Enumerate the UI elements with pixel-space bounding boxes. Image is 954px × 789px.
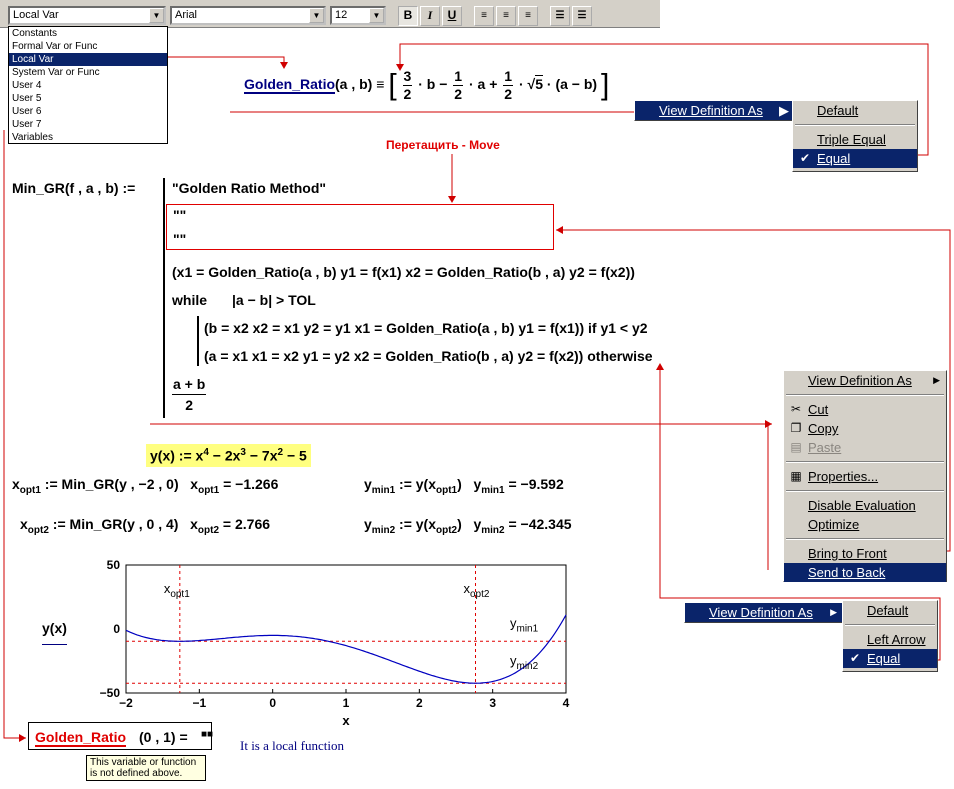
program-header[interactable]: Min_GR(f , a , b) := <box>12 180 136 196</box>
while-condition[interactable]: |a − b| > TOL <box>232 292 316 308</box>
frac-num: 1 <box>504 67 513 84</box>
annotation-xopt1: $x_{opt1}$ <box>163 581 190 600</box>
align-right-icon[interactable]: ≡ <box>518 6 538 26</box>
context-menu-top[interactable] <box>634 100 796 121</box>
program-return[interactable] <box>172 374 206 415</box>
x-tick-label: 0 <box>269 696 277 710</box>
menu-item-paste[interactable] <box>784 438 946 457</box>
y-tick-label: −50 <box>99 686 120 700</box>
chevron-down-icon[interactable]: ▼ <box>309 8 324 23</box>
program-line-1[interactable]: (x1 = Golden_Ratio(a , b) y1 = f(x1) x2 = Golden_Ratio(b , a) y2 = f(x2)) <box>172 264 635 280</box>
move-label: Перетащить - Move <box>386 138 500 152</box>
menu-item-disable-evaluation[interactable] <box>784 496 946 515</box>
menu-item-view-definition[interactable] <box>635 101 795 120</box>
y-tick-label: 0 <box>113 622 120 636</box>
while-keyword: while <box>172 292 208 308</box>
menu-item-send-to-back[interactable] <box>784 563 946 582</box>
menu-separator <box>786 461 944 463</box>
menu-label: Bring to Front <box>808 546 887 561</box>
y-function-definition[interactable]: y(x) := $x^4 - 2x^3 - 7x^2 - 5$ <box>146 444 311 467</box>
frac-den: 2 <box>504 85 513 102</box>
submenu-bottom[interactable] <box>842 600 938 672</box>
x-tick-label: 4 <box>562 696 570 710</box>
frac-num: 3 <box>403 67 412 84</box>
properties-icon: ▦ <box>790 469 802 483</box>
empty-lines-box[interactable] <box>166 204 554 250</box>
menu-separator <box>786 490 944 492</box>
local-function-note: It is a local function <box>240 738 344 753</box>
menu-label: View Definition As <box>659 103 763 118</box>
menu-separator <box>795 124 915 126</box>
xopt2-calc[interactable]: $x_{opt2}$ := Min_GR(y , 0 , 4) $x_{opt2} = 2.766$ <box>20 516 271 536</box>
menu-separator <box>786 394 944 396</box>
menu-item-default[interactable] <box>793 101 917 120</box>
list-item-selected[interactable]: Local Var <box>9 53 167 66</box>
copy-icon: ❐ <box>790 421 802 435</box>
menu-label: Copy <box>808 421 839 436</box>
term: · a + <box>468 76 498 92</box>
x-axis-label: x <box>342 713 350 728</box>
menu-label: Triple Equal <box>817 132 886 147</box>
menu-item-triple-equal[interactable] <box>793 130 917 149</box>
menu-label: Left Arrow <box>867 632 926 647</box>
empty-string-2: "" <box>173 231 187 247</box>
annotation-ymin2: $y_{min2}$ <box>510 653 539 673</box>
x-tick-label: 1 <box>342 696 350 710</box>
menu-label: Default <box>867 603 909 618</box>
italic-button[interactable]: I <box>420 6 440 26</box>
underline-button[interactable]: U <box>442 6 462 26</box>
list-item[interactable]: Constants <box>12 28 58 39</box>
program-line-3[interactable]: (a = x1 x1 = x2 y1 = y2 x2 = Golden_Ratio(b , a) y2 = f(x2)) otherwise <box>204 348 653 364</box>
y-tick-label: 50 <box>106 558 120 572</box>
menu-label: Paste <box>808 440 842 455</box>
menu-item-view-definition[interactable] <box>784 371 946 390</box>
paste-icon: ▤ <box>790 440 802 454</box>
size-combo-value: 12 <box>335 9 348 21</box>
menu-label: Equal <box>817 151 851 166</box>
menu-item-view-definition[interactable] <box>685 603 843 622</box>
numbered-list-icon[interactable]: ☰ <box>572 6 592 26</box>
placeholder[interactable]: ■■ <box>201 729 214 740</box>
context-menu-right[interactable] <box>783 370 947 582</box>
list-item[interactable]: User 4 <box>12 80 42 91</box>
undefined-function-name: Golden_Ratio <box>35 729 127 745</box>
series-line <box>126 615 566 683</box>
annotation-xopt2: $x_{opt2}$ <box>463 581 490 600</box>
ymin1-result: = −9.592 <box>508 476 564 492</box>
align-left-icon[interactable]: ≡ <box>474 6 494 26</box>
function-name: Golden_Ratio <box>244 76 336 92</box>
xopt2-result: = 2.766 <box>222 516 271 532</box>
menu-separator <box>786 538 944 540</box>
eval-args: (0 , 1) = <box>139 729 188 745</box>
check-icon: ✔ <box>849 651 861 665</box>
sqrt-arg: 5 <box>535 76 544 92</box>
list-item[interactable]: Variables <box>12 132 53 143</box>
menu-item-default[interactable] <box>843 601 937 620</box>
ymin1-calc[interactable]: $y_{min1}$ := $y(x_{opt1}) y_{min1} = -9.592$ <box>364 476 564 496</box>
x-tick-label: 3 <box>489 696 497 710</box>
x-tick-label: −2 <box>119 696 133 710</box>
menu-item-cut[interactable] <box>784 400 946 419</box>
eval-region[interactable] <box>28 722 212 750</box>
term: · (a − b) <box>546 76 598 92</box>
program-line-2[interactable]: (b = x2 x2 = x1 y2 = y1 x1 = Golden_Ratio(a , b) y1 = f(x1)) if y1 < y2 <box>204 320 648 336</box>
xopt1-calc[interactable]: $x_{opt1}$ := Min_GR(y , −2 , 0) $x_{opt1} = -1.266$ <box>12 476 279 496</box>
empty-string-1: "" <box>173 207 187 223</box>
xopt1-result: = −1.266 <box>223 476 279 492</box>
chart-plot[interactable] <box>90 555 580 730</box>
list-item[interactable]: User 5 <box>12 93 42 104</box>
list-item[interactable]: Formal Var or Func <box>12 41 98 52</box>
menu-label: Equal <box>867 651 901 666</box>
frac-num: 1 <box>454 67 463 84</box>
menu-label: View Definition As <box>709 605 813 620</box>
frac-den: 2 <box>403 85 412 102</box>
chevron-right-icon: ▶ <box>779 103 789 118</box>
golden-ratio-definition[interactable]: Golden_Ratio(a , b) ≡ [ $\frac{3}{2}$ · b − $\frac{1}{2}$ · a + $\frac{1}{2}$ · √5 · (a − b) ] <box>244 67 610 102</box>
frac-den: 2 <box>454 85 463 102</box>
scissors-icon: ✂ <box>790 402 802 416</box>
menu-label: Default <box>817 103 859 118</box>
xopt1-expr: Min_GR(y , −2 , 0) <box>61 476 179 492</box>
annotation-ymin1: $y_{min1}$ <box>510 615 539 635</box>
args: (a , b) <box>335 76 373 92</box>
list-item[interactable]: User 6 <box>12 106 42 117</box>
menu-item-copy[interactable] <box>784 419 946 438</box>
error-tooltip: This variable or function is not defined above. <box>86 755 206 781</box>
menu-item-optimize[interactable] <box>784 515 946 534</box>
submenu-view-definition[interactable] <box>792 100 918 172</box>
term: · b − <box>418 76 448 92</box>
font-combo-value: Arial <box>175 9 198 21</box>
context-menu-bottom[interactable] <box>684 602 844 623</box>
program-title[interactable]: "Golden Ratio Method" <box>172 180 327 196</box>
bullet-list-icon[interactable]: ☰ <box>550 6 570 26</box>
define-operator: ≡ <box>376 76 385 92</box>
style-combo-value: Local Var <box>13 9 59 21</box>
list-item[interactable]: User 7 <box>12 119 42 130</box>
plot-frame <box>126 565 566 693</box>
ymin2-calc[interactable]: $y_{min2}$ := $y(x_{opt2}) y_{min2} = -42.345$ <box>364 516 572 536</box>
menu-item-equal[interactable] <box>843 649 937 668</box>
check-icon: ✔ <box>799 151 811 165</box>
menu-item-equal[interactable] <box>793 149 917 168</box>
menu-label: Send to Back <box>808 565 886 580</box>
chart-ylabel: y(x) <box>42 620 67 645</box>
chevron-down-icon[interactable]: ▼ <box>369 8 384 23</box>
menu-label: View Definition As <box>808 373 912 388</box>
menu-separator <box>845 624 935 626</box>
frac-num: a + b <box>172 374 206 395</box>
x-tick-label: −1 <box>192 696 207 710</box>
chevron-down-icon[interactable]: ▼ <box>149 8 164 23</box>
chevron-right-icon: ▶ <box>830 607 837 617</box>
menu-label: Properties... <box>808 469 879 484</box>
menu-item-properties[interactable] <box>784 467 946 486</box>
menu-item-left-arrow[interactable] <box>843 630 937 649</box>
term: · <box>518 76 524 92</box>
menu-label: Optimize <box>808 517 860 532</box>
x-tick-label: 2 <box>415 696 423 710</box>
program-bar <box>163 178 165 418</box>
menu-label: Disable Evaluation <box>808 498 916 513</box>
ymin2-result: = −42.345 <box>508 516 572 532</box>
bold-button[interactable]: B <box>398 6 418 26</box>
while-bar <box>197 316 199 366</box>
align-center-icon[interactable]: ≡ <box>496 6 516 26</box>
menu-item-bring-to-front[interactable] <box>784 544 946 563</box>
xopt2-expr: Min_GR(y , 0 , 4) <box>69 516 179 532</box>
list-item[interactable]: System Var or Func <box>12 67 100 78</box>
menu-label: Cut <box>808 402 829 417</box>
frac-den: 2 <box>185 397 194 413</box>
chevron-right-icon: ▶ <box>933 375 940 385</box>
